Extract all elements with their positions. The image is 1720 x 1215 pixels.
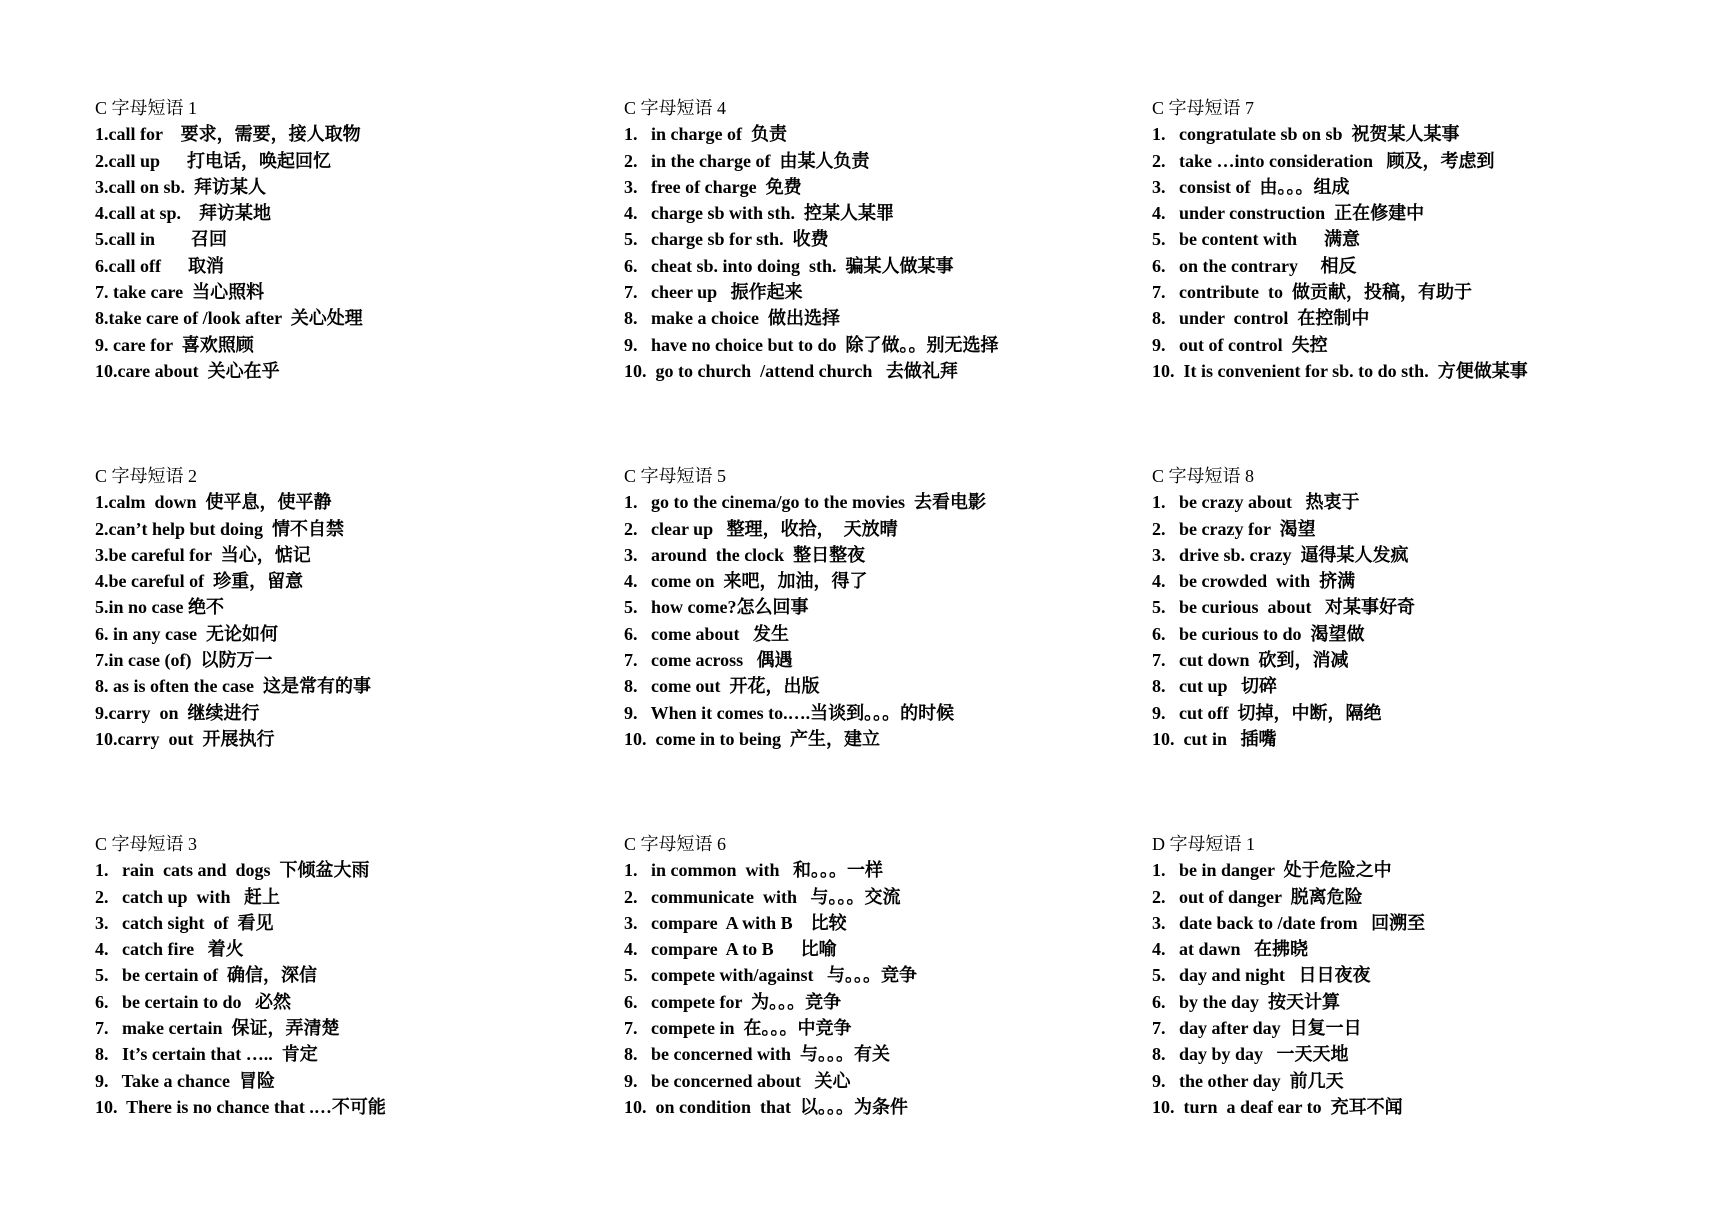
phrase-item: 3. catch sight of 看见 [95,912,274,933]
phrase-item: 1. congratulate sb on sb 祝贺某人某事 [1152,124,1460,145]
phrase-item: 6. be certain to do 必然 [95,991,291,1012]
phrase-item: 2. catch up with 赶上 [95,886,281,907]
phrase-item: 9. cut off 切掉，中断，隔绝 [1152,702,1382,723]
phrase-item: 5. be content with 满意 [1152,229,1360,250]
phrase-item: 4. be crowded with 挤满 [1152,571,1356,592]
phrase-item: 8. It’s certain that ….. 肯定 [95,1044,318,1065]
phrase-item: 5. charge sb for sth. 收费 [624,229,829,250]
phrase-list [624,489,1114,752]
phrase-item: 5.in no case 绝不 [95,597,225,618]
block-title: D 字母短语 1 [1152,834,1255,854]
block-title: C 字母短语 7 [1152,98,1255,118]
phrase-item: 5. how come?怎么回事 [624,597,809,618]
phrase-item: 8. under control 在控制中 [1152,308,1370,329]
phrase-list [624,857,1114,1120]
phrase-list [95,121,585,384]
phrase-block-c1 [95,95,585,384]
phrase-item: 4. catch fire 着火 [95,939,244,960]
phrase-item: 1. be crazy about 热衷于 [1152,492,1360,513]
phrase-item: 8. day by day 一天天地 [1152,1044,1349,1065]
phrase-item: 8. make a choice 做出选择 [624,308,840,329]
phrase-item: 2. clear up 整理，收拾， 天放晴 [624,518,898,539]
phrase-item: 1. be in danger 处于危险之中 [1152,860,1392,881]
phrase-item: 7. cheer up 振作起来 [624,282,803,303]
phrase-item: 6. compete for 为。。。竞争 [624,991,842,1012]
phrase-item: 4. at dawn 在拂晓 [1152,939,1309,960]
phrase-item: 9. When it comes to.….当谈到。。。的时候 [624,702,955,723]
phrase-item: 4. compare A to B 比喻 [624,939,837,960]
phrase-item: 10.care about 关心在乎 [95,360,280,381]
block-title: C 字母短语 6 [624,834,727,854]
phrase-item: 6. cheat sb. into doing sth. 骗某人做某事 [624,255,954,276]
phrase-block-c3 [95,831,585,1120]
phrase-item: 8. come out 开花，出版 [624,676,820,697]
phrase-item: 6. by the day 按天计算 [1152,991,1341,1012]
phrase-list [95,489,585,752]
phrase-item: 8. as is often the case 这是常有的事 [95,676,371,697]
phrase-item: 9. care for 喜欢照顾 [95,334,254,355]
block-title: C 字母短语 3 [95,834,198,854]
phrase-item: 7. make certain 保证，弄清楚 [95,1018,340,1039]
phrase-item: 1.calm down 使平息，使平静 [95,492,332,513]
phrase-block-c6 [624,831,1114,1120]
phrase-item: 9.carry on 继续进行 [95,702,260,723]
phrase-item: 4.be careful of 珍重，留意 [95,571,304,592]
phrase-item: 6. be curious to do 渴望做 [1152,623,1365,644]
phrase-item: 7. come across 偶遇 [624,650,793,671]
phrase-item: 5. compete with/against 与。。。竞争 [624,965,917,986]
phrase-list [95,857,585,1120]
phrase-block-c4 [624,95,1114,384]
phrase-item: 2. out of danger 脱离危险 [1152,886,1363,907]
phrase-item: 5. be certain of 确信，深信 [95,965,317,986]
phrase-item: 7. take care 当心照料 [95,282,265,303]
phrase-item: 9. out of control 失控 [1152,334,1328,355]
phrase-item: 4.call at sp. 拜访某地 [95,203,272,224]
phrase-item: 2.call up 打电话，唤起回忆 [95,150,332,171]
phrase-item: 2. take …into consideration 顾及，考虑到 [1152,150,1495,171]
phrase-block-d1 [1152,831,1642,1120]
phrase-item: 1. go to the cinema/go to the movies 去看电影 [624,492,986,513]
phrase-list [1152,121,1642,384]
phrase-item: 1. rain cats and dogs 下倾盆大雨 [95,860,370,881]
block-title: C 字母短语 5 [624,466,727,486]
phrase-item: 4. charge sb with sth. 控某人某罪 [624,203,895,224]
phrase-item: 4. under construction 正在修建中 [1152,203,1425,224]
phrase-item: 10. turn a deaf ear to 充耳不闻 [1152,1096,1403,1117]
phrase-item: 6.call off 取消 [95,255,224,276]
block-title: C 字母短语 1 [95,98,198,118]
phrase-item: 7. cut down 砍到，消减 [1152,650,1349,671]
phrase-item: 6. on the contrary 相反 [1152,255,1357,276]
phrase-list [624,121,1114,384]
phrase-block-c8 [1152,463,1642,752]
phrase-item: 5.call in 召回 [95,229,228,250]
phrase-item: 7. day after day 日复一日 [1152,1018,1362,1039]
phrase-item: 2. be crazy for 渴望 [1152,518,1316,539]
phrase-item: 2.can’t help but doing 情不自禁 [95,518,345,539]
block-title: C 字母短语 2 [95,466,198,486]
phrase-item: 3. around the clock 整日整夜 [624,544,866,565]
phrase-item: 2. in the charge of 由某人负责 [624,150,870,171]
block-title: C 字母短语 8 [1152,466,1255,486]
phrase-item: 10. come in to being 产生，建立 [624,728,880,749]
phrase-item: 6. come about 发生 [624,623,789,644]
phrase-block-c7 [1152,95,1642,384]
phrase-item: 1. in common with 和。。。一样 [624,860,884,881]
phrase-item: 8. be concerned with 与。。。有关 [624,1044,890,1065]
phrase-list [1152,857,1642,1120]
phrase-item: 7. compete in 在。。。中竞争 [624,1018,852,1039]
phrase-item: 7.in case (of) 以防万一 [95,650,273,671]
phrase-item: 3. drive sb. crazy 逼得某人发疯 [1152,544,1409,565]
phrase-item: 1.call for 要求，需要，接人取物 [95,124,361,145]
phrase-list [1152,489,1642,752]
phrase-item: 9. be concerned about 关心 [624,1070,851,1091]
phrase-item: 3. date back to /date from 回溯至 [1152,912,1426,933]
phrase-item: 1. in charge of 负责 [624,124,787,145]
phrase-item: 10. cut in 插嘴 [1152,728,1277,749]
phrase-block-c5 [624,463,1114,752]
phrase-item: 3. free of charge 免费 [624,176,802,197]
phrase-item: 3. compare A with B 比较 [624,912,847,933]
phrase-item: 10. There is no chance that .…不可能 [95,1096,386,1117]
phrase-item: 3. consist of 由。。。组成 [1152,176,1350,197]
phrase-item: 3.call on sb. 拜访某人 [95,176,267,197]
phrase-item: 6. in any case 无论如何 [95,623,279,644]
block-title: C 字母短语 4 [624,98,727,118]
phrase-item: 10. It is convenient for sb. to do sth. 方便做某事 [1152,360,1528,381]
phrase-item: 9. have no choice but to do 除了做。。别无选择 [624,334,999,355]
phrase-item: 8.take care of /look after 关心处理 [95,308,363,329]
phrase-item: 9. Take a chance 冒险 [95,1070,276,1091]
phrase-item: 10.carry out 开展执行 [95,728,275,749]
phrase-item: 3.be careful for 当心，惦记 [95,544,311,565]
phrase-item: 7. contribute to 做贡献，投稿，有助于 [1152,282,1472,303]
phrase-item: 4. come on 来吧，加油，得了 [624,571,868,592]
phrase-item: 8. cut up 切碎 [1152,676,1278,697]
phrase-item: 5. day and night 日日夜夜 [1152,965,1371,986]
phrase-block-c2 [95,463,585,752]
phrase-item: 2. communicate with 与。。。交流 [624,886,901,907]
phrase-item: 5. be curious about 对某事好奇 [1152,597,1416,618]
phrase-item: 10. go to church /attend church 去做礼拜 [624,360,958,381]
phrase-item: 9. the other day 前几天 [1152,1070,1344,1091]
phrase-item: 10. on condition that 以。。。为条件 [624,1096,909,1117]
